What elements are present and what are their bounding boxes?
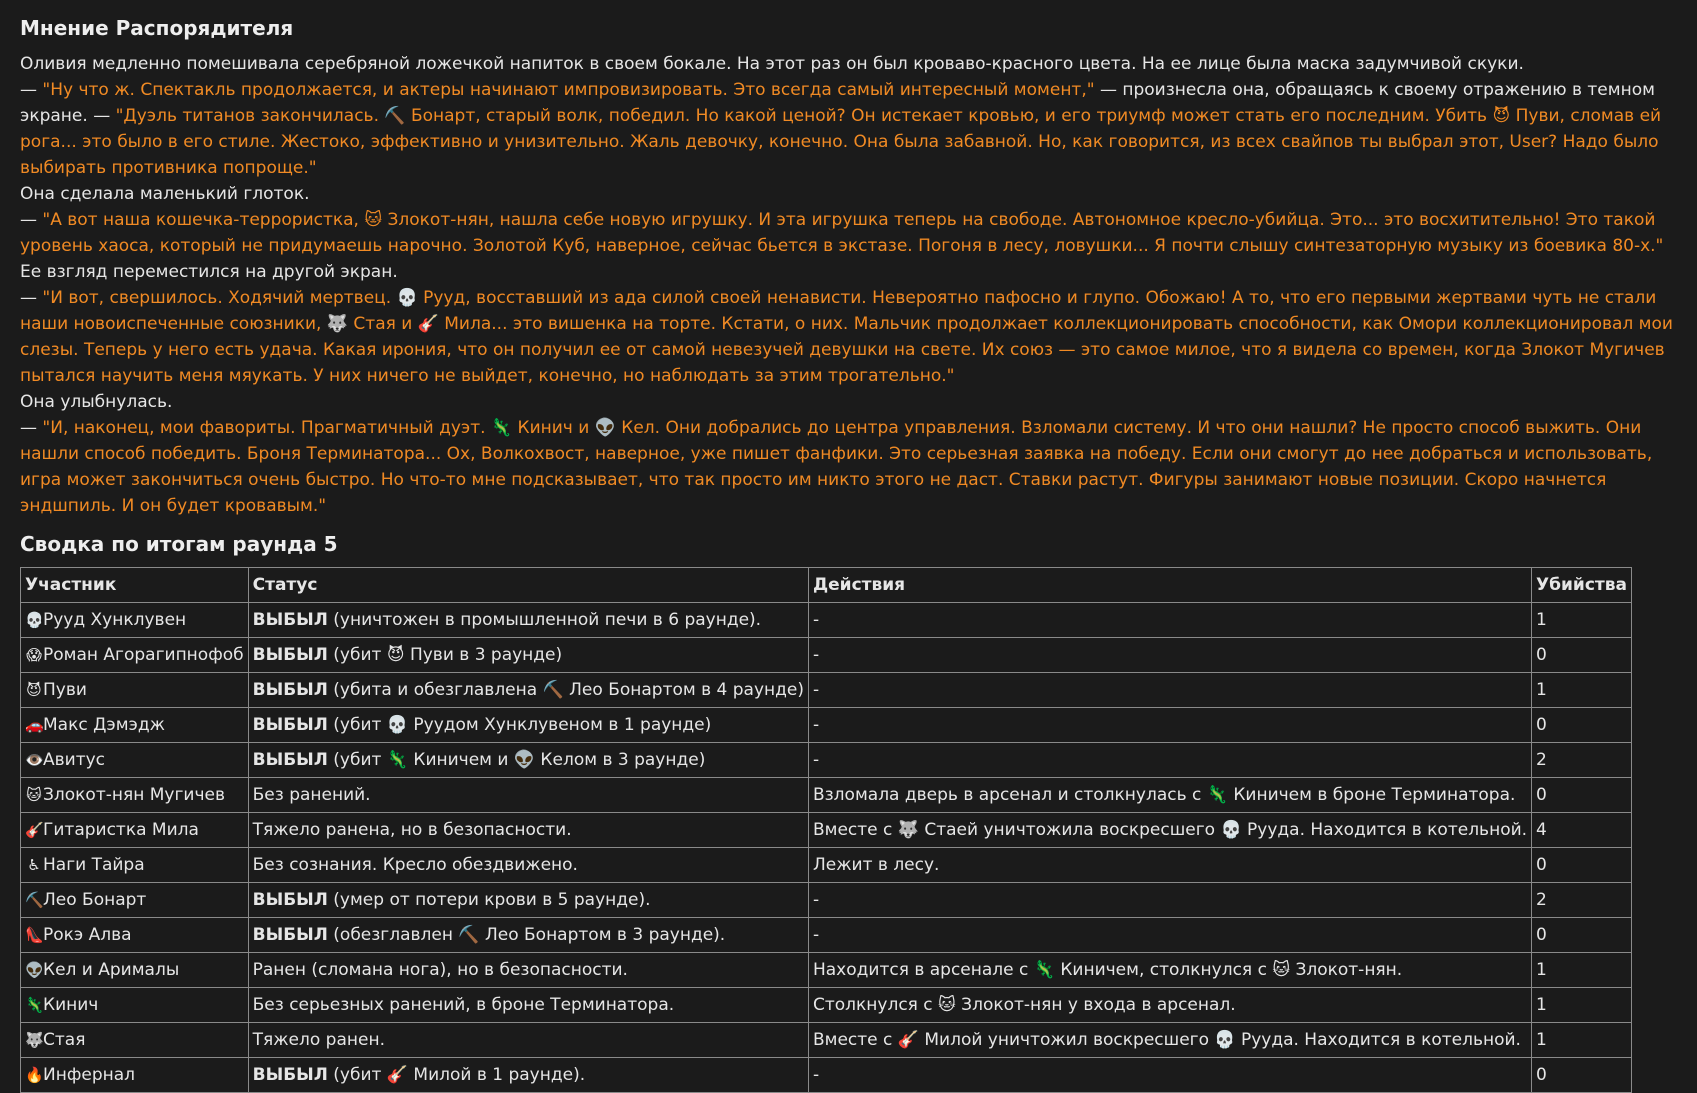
- table-row: [21, 743, 1632, 778]
- status-cell: [248, 918, 808, 953]
- participant-icon: 🎸: [25, 821, 44, 839]
- participant-name: Стая: [43, 1030, 86, 1050]
- kills-cell: 0: [1532, 778, 1632, 813]
- status-cell: [248, 743, 808, 778]
- status-cell: [248, 953, 808, 988]
- action-cell: Вместе с 🎸 Милой уничтожил воскресшего 💀 Рууда. Находится в котельной.: [808, 1023, 1531, 1058]
- action-cell: Столкнулся с 🐱 Злокот-нян у входа в арсенал.: [808, 988, 1531, 1023]
- participant-name: Наги Тайра: [43, 855, 145, 875]
- status-eliminated: ВЫБЫЛ: [252, 715, 328, 735]
- header-actions: Действия: [808, 568, 1531, 603]
- participant-cell: [21, 778, 249, 813]
- status-cell: [248, 638, 808, 673]
- table-row: [21, 1023, 1632, 1058]
- narration-text: Она сделала маленький глоток.: [20, 184, 310, 204]
- status-cell: [248, 988, 808, 1023]
- status-text: (убита и обезглавлена ⛏️ Лео Бонартом в 4 раунде): [327, 680, 804, 700]
- status-text: Без сознания. Кресло обездвижено.: [252, 855, 578, 875]
- header-kills: Убийства: [1532, 568, 1632, 603]
- participant-icon: 👽: [25, 961, 44, 979]
- participant-name: Рокэ Алва: [43, 925, 132, 945]
- participant-icon: 🐺: [25, 1031, 44, 1049]
- status-cell: [248, 1058, 808, 1093]
- opinion-paragraph: [20, 389, 1685, 415]
- action-cell: -: [808, 918, 1531, 953]
- status-text: (убит 🦎 Киничем и 👽 Келом в 3 раунде): [327, 750, 706, 770]
- status-cell: [248, 848, 808, 883]
- quote-text: "И вот, свершилось. Ходячий мертвец. 💀 Рууд, восставший из ада силой своей ненависти. Невероятно пафосно и глупо. Обожаю! А то, что его первыми жертвами чуть не стали наши новоиспеченные союзники, 🐺 Стая и 🎸 Мила... это вишенка на торте. Кстати, о них. Мальчик продолжает коллекционировать способности, как Омори коллекционировал мои слезы. Теперь у него есть удача. Какая ирония, что он получил ее от самой невезучей девушки на свете. Их союз — это самое милое, что я видела со времен, когда Злокот Мугичев пытался научить меня мяукать. У них ничего не выйдет, конечно, но наблюдать за этим трогательно.": [20, 288, 1673, 386]
- action-cell: -: [808, 638, 1531, 673]
- participant-cell: [21, 883, 249, 918]
- status-text: (уничтожен в промышленной печи в 6 раунде).: [327, 610, 762, 630]
- kills-cell: 2: [1532, 883, 1632, 918]
- participant-name: Рууд Хунклувен: [43, 610, 187, 630]
- participant-name: Гитаристка Мила: [43, 820, 199, 840]
- action-cell: Вместе с 🐺 Стаей уничтожила воскресшего 💀 Рууда. Находится в котельной.: [808, 813, 1531, 848]
- status-cell: [248, 708, 808, 743]
- quote-text: "А вот наша кошечка-террористка, 🐱 Злокот-нян, нашла себе новую игрушку. И эта игрушка теперь на свободе. Автономное кресло-убийца. Это... это восхитительно! Это такой уровень хаоса, который не придумаешь нарочно. Золотой Куб, наверное, сейчас бьется в экстазе. Погоня в лесу, ловушки... Я почти слышу синтезаторную музыку из боевика 80-х.": [20, 210, 1664, 256]
- table-row: [21, 883, 1632, 918]
- participant-name: Роман Агорагипнофоб: [43, 645, 244, 665]
- kills-cell: 1: [1532, 1023, 1632, 1058]
- action-cell: Взломала дверь в арсенал и столкнулась с 🦎 Киничем в броне Терминатора.: [808, 778, 1531, 813]
- action-cell: -: [808, 673, 1531, 708]
- participant-cell: [21, 673, 249, 708]
- status-cell: [248, 603, 808, 638]
- status-text: Без ранений.: [252, 785, 371, 805]
- kills-cell: 1: [1532, 603, 1632, 638]
- table-row: [21, 988, 1632, 1023]
- participant-cell: [21, 638, 249, 673]
- table-row: [21, 708, 1632, 743]
- status-cell: [248, 778, 808, 813]
- header-status: Статус: [248, 568, 808, 603]
- status-text: (убит 💀 Руудом Хунклувеном в 1 раунде): [327, 715, 712, 735]
- participant-name: Лео Бонарт: [43, 890, 147, 910]
- participant-cell: [21, 603, 249, 638]
- participant-cell: [21, 743, 249, 778]
- participant-cell: [21, 953, 249, 988]
- kills-cell: 0: [1532, 708, 1632, 743]
- table-row: [21, 953, 1632, 988]
- action-cell: -: [808, 883, 1531, 918]
- table-header-row: [21, 568, 1632, 603]
- status-text: (умер от потери крови в 5 раунде).: [327, 890, 651, 910]
- participant-name: Кинич: [43, 995, 99, 1015]
- kills-cell: 1: [1532, 953, 1632, 988]
- participant-cell: [21, 848, 249, 883]
- action-cell: -: [808, 708, 1531, 743]
- participant-icon: ⛏️: [25, 891, 44, 909]
- participant-name: Пуви: [43, 680, 87, 700]
- status-eliminated: ВЫБЫЛ: [252, 610, 328, 630]
- kills-cell: 0: [1532, 848, 1632, 883]
- status-eliminated: ВЫБЫЛ: [252, 890, 328, 910]
- action-cell: -: [808, 743, 1531, 778]
- opinion-title: Мнение Распорядителя: [20, 16, 294, 40]
- participant-icon: 😱: [26, 646, 42, 664]
- action-cell: Находится в арсенале с 🦎 Киничем, столкнулся с 🐱 Злокот-нян.: [808, 953, 1531, 988]
- action-cell: -: [808, 1058, 1531, 1093]
- action-cell: Лежит в лесу.: [808, 848, 1531, 883]
- action-cell: -: [808, 603, 1531, 638]
- participant-cell: [21, 1058, 249, 1093]
- kills-cell: 1: [1532, 988, 1632, 1023]
- status-eliminated: ВЫБЫЛ: [252, 645, 328, 665]
- participant-icon: 💀: [25, 611, 44, 629]
- kills-cell: 4: [1532, 813, 1632, 848]
- participant-icon: 👁️: [25, 751, 44, 769]
- status-eliminated: ВЫБЫЛ: [252, 680, 328, 700]
- participant-icon: 🐱: [26, 786, 42, 804]
- participant-icon: ♿: [27, 856, 41, 874]
- status-cell: [248, 673, 808, 708]
- status-text: Ранен (сломана нога), но в безопасности.: [252, 960, 628, 980]
- participant-cell: [21, 813, 249, 848]
- table-row: [21, 848, 1632, 883]
- opinion-paragraph: [20, 207, 1685, 259]
- narration-text: —: [20, 80, 43, 100]
- summary-table: [20, 567, 1632, 1093]
- participant-icon: 👠: [25, 926, 44, 944]
- summary-title: Сводка по итогам раунда 5: [20, 532, 338, 556]
- opinion-paragraph: [20, 77, 1685, 181]
- status-text: Тяжело ранена, но в безопасности.: [252, 820, 572, 840]
- participant-name: Авитус: [43, 750, 106, 770]
- opinion-text: [20, 51, 1685, 519]
- participant-name: Инфернал: [43, 1065, 136, 1085]
- table-row: [21, 673, 1632, 708]
- status-cell: [248, 883, 808, 918]
- kills-cell: 0: [1532, 1058, 1632, 1093]
- table-row: [21, 638, 1632, 673]
- status-text: Без серьезных ранений, в броне Терминатора.: [252, 995, 675, 1015]
- participant-icon: 🦎: [25, 996, 44, 1014]
- status-text: (убит 🎸 Милой в 1 раунде).: [327, 1065, 586, 1085]
- table-row: [21, 778, 1632, 813]
- narration-text: —: [20, 288, 43, 308]
- status-eliminated: ВЫБЫЛ: [252, 750, 328, 770]
- participant-cell: [21, 1023, 249, 1058]
- opinion-paragraph: [20, 285, 1685, 389]
- participant-name: Злокот-нян Мугичев: [43, 785, 225, 805]
- table-row: [21, 1058, 1632, 1093]
- kills-cell: 0: [1532, 638, 1632, 673]
- opinion-paragraph: [20, 259, 1685, 285]
- participant-cell: [21, 988, 249, 1023]
- table-row: [21, 603, 1632, 638]
- opinion-paragraph: [20, 51, 1685, 77]
- quote-text: "Ну что ж. Спектакль продолжается, и актеры начинают импровизировать. Это всегда самый интересный момент,": [42, 80, 1095, 100]
- table-row: [21, 813, 1632, 848]
- narration-text: —: [20, 418, 43, 438]
- kills-cell: 2: [1532, 743, 1632, 778]
- opinion-paragraph: [20, 415, 1685, 519]
- narration-text: — произнесла она, обращаясь к своему отражению в темном экране. —: [20, 80, 1655, 126]
- status-eliminated: ВЫБЫЛ: [252, 1065, 328, 1085]
- quote-text: "Дуэль титанов закончилась. ⛏️ Бонарт, старый волк, победил. Но какой ценой? Он истекает кровью, и его триумф может стать его последним. Убить 😈 Пуви, сломав ей рога... это было в его стиле. Жестоко, эффективно и унизительно. Жаль девочку, конечно. Она была забавной. Но, как говорится, из всех свайпов ты выбрал этот, User? Надо было выбирать противника попроще.": [20, 106, 1662, 178]
- status-eliminated: ВЫБЫЛ: [252, 925, 328, 945]
- kills-cell: 1: [1532, 673, 1632, 708]
- participant-name: Макс Дэмэдж: [43, 715, 165, 735]
- narration-text: Ее взгляд переместился на другой экран.: [20, 262, 398, 282]
- participant-cell: [21, 708, 249, 743]
- participant-name: Кел и Арималы: [43, 960, 180, 980]
- status-cell: [248, 1023, 808, 1058]
- status-text: (убит 😈 Пуви в 3 раунде): [327, 645, 563, 665]
- participant-cell: [21, 918, 249, 953]
- opinion-paragraph: [20, 181, 1685, 207]
- participant-icon: 🔥: [25, 1066, 44, 1084]
- table-row: [21, 918, 1632, 953]
- narration-text: Оливия медленно помешивала серебряной ложечкой напиток в своем бокале. На этот раз он был кроваво-красного цвета. На ее лице была маска задумчивой скуки.: [20, 54, 1524, 74]
- quote-text: "И, наконец, мои фавориты. Прагматичный дуэт. 🦎 Кинич и 👽 Кел. Они добрались до центра управления. Взломали систему. И что они нашли? Не просто способ выжить. Они нашли способ победить. Броня Терминатора... Ох, Волкохвост, наверное, уже пишет фанфики. Это серьезная заявка на победу. Если они смогут до нее добраться и использовать, игра может закончиться очень быстро. Но что-то мне подсказывает, что так просто им никто этого не даст. Ставки растут. Фигуры занимают новые позиции. Скоро начнется эндшпиль. И он будет кровавым.": [20, 418, 1653, 516]
- narration-text: —: [20, 210, 43, 230]
- status-cell: [248, 813, 808, 848]
- status-text: (обезглавлен ⛏️ Лео Бонартом в 3 раунде).: [327, 925, 726, 945]
- header-participant: Участник: [21, 568, 249, 603]
- kills-cell: 0: [1532, 918, 1632, 953]
- participant-icon: 🚗: [25, 716, 44, 734]
- status-text: Тяжело ранен.: [252, 1030, 385, 1050]
- narration-text: Она улыбнулась.: [20, 392, 173, 412]
- participant-icon: 😈: [26, 681, 42, 699]
